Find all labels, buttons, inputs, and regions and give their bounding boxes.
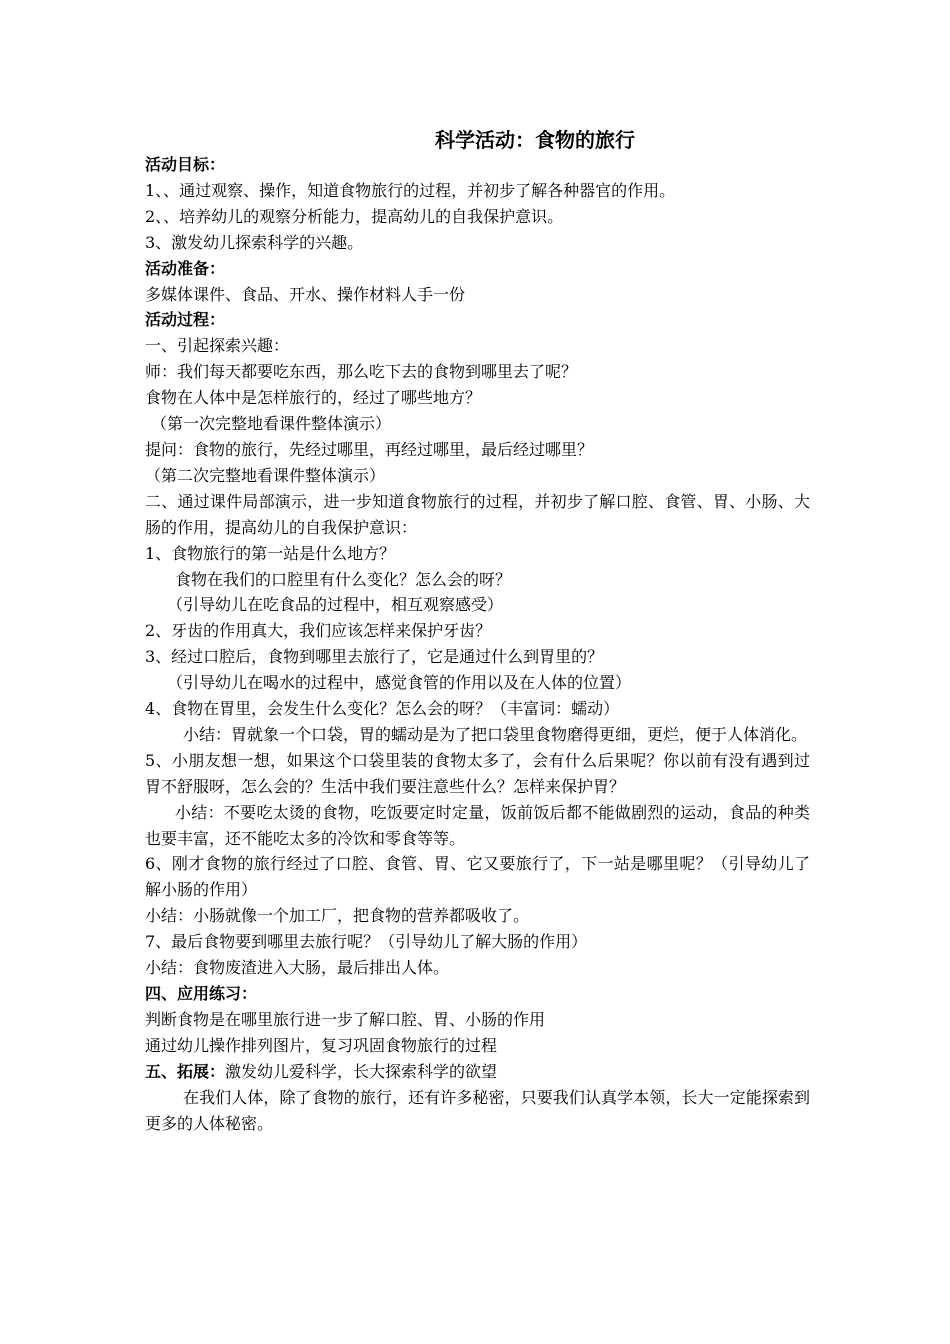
summary-text: 小结：不要吃太烫的食物，吃饭要定时定量，饭前饭后都不能做剧烈的运动，食品的种类也要丰富，还不能吃太多的冷饮和零食等等。 xyxy=(145,802,810,848)
practice-heading: 四、应用练习： xyxy=(145,984,258,1003)
process-step: 7、最后食物要到哪里去旅行呢？（引导幼儿了解大肠的作用） xyxy=(145,932,588,952)
process-step: 食物在人体中是怎样旅行的，经过了哪些地方？ xyxy=(145,388,482,408)
process-summary xyxy=(145,722,810,748)
process-step: （引导幼儿在喝水的过程中，感觉食管的作用以及在人体的位置） xyxy=(167,673,632,693)
closing-paragraph xyxy=(145,1085,810,1137)
process-step: 提问：食物的旅行，先经过哪里，再经过哪里，最后经过哪里？ xyxy=(145,439,594,459)
process-summary: 小结：小肠就像一个加工厂，把食物的营养都吸收了。 xyxy=(145,906,530,926)
document-title: 科学活动：食物的旅行 xyxy=(435,128,635,152)
process-step: 1、食物旅行的第一站是什么地方？ xyxy=(145,543,396,563)
extend-text: 激发幼儿爱科学，长大探索科学的欲望 xyxy=(225,1061,498,1081)
goals-heading: 活动目标： xyxy=(145,155,226,174)
process-heading: 活动过程： xyxy=(145,310,226,330)
document-body xyxy=(145,152,810,1136)
extend-heading: 五、拓展： xyxy=(145,1061,226,1081)
process-summary xyxy=(145,800,810,852)
process-step: 二、通过课件局部演示，进一步知道食物旅行的过程，并初步了解口腔、食管、胃、小肠、大肠的作用，提高幼儿的自我保护意识： xyxy=(145,491,810,537)
process-step: 师：我们每天都要吃东西，那么吃下去的食物到哪里去了呢？ xyxy=(145,362,578,382)
prep-heading: 活动准备： xyxy=(145,258,226,278)
process-step: 6、刚才食物的旅行经过了口腔、食管、胃、它又要旅行了，下一站是哪里呢？（引导幼儿了解小肠的作用） xyxy=(145,854,810,900)
process-step: 5、小朋友想一想，如果这个口袋里装的食物太多了，会有什么后果呢？你以前有没有遇到过胃不舒服呀，怎么会的？生活中我们要注意些什么？怎样来保护胃？ xyxy=(145,750,810,796)
goal-item: 1、、通过观察、操作，知道食物旅行的过程，并初步了解各种器官的作用。 xyxy=(145,180,676,200)
extend-line xyxy=(145,1059,810,1085)
process-step: （引导幼儿在吃食品的过程中，相互观察感受） xyxy=(167,595,504,615)
goal-item: 3、激发幼儿探索科学的兴趣。 xyxy=(145,232,364,252)
process-summary: 小结：食物废渣进入大肠，最后排出人体。 xyxy=(145,958,450,978)
process-step: 2、牙齿的作用真大，我们应该怎样来保护牙齿？ xyxy=(145,621,492,641)
process-step: （第二次完整地看课件整体演示） xyxy=(145,465,386,485)
process-step: 食物在我们的口腔里有什么变化？怎么会的呀？ xyxy=(175,569,512,589)
process-step: 3、经过口腔后，食物到哪里去旅行了，它是通过什么到胃里的？ xyxy=(145,647,604,667)
practice-item: 判断食物是在哪里旅行进一步了解口腔、胃、小肠的作用 xyxy=(145,1009,546,1029)
process-step: 一、引起探索兴趣： xyxy=(145,336,290,356)
closing-text: 在我们人体，除了食物的旅行，还有许多秘密，只要我们认真学本领，长大一定能探索到更多的人体秘密。 xyxy=(145,1087,810,1133)
process-step: 4、食物在胃里，会发生什么变化？怎么会的呀？（丰富词：蠕动） xyxy=(145,699,620,719)
process-step: （第一次完整地看课件整体演示） xyxy=(151,414,392,434)
practice-item: 通过幼儿操作排列图片，复习巩固食物旅行的过程 xyxy=(145,1035,498,1055)
prep-text: 多媒体课件、食品、开水、操作材料人手一份 xyxy=(145,284,466,304)
summary-text: 小结：胃就象一个口袋，胃的蠕动是为了把口袋里食物磨得更细，更烂，便于人体消化。 xyxy=(183,724,808,744)
goal-item: 2、、培养幼儿的观察分析能力，提高幼儿的自我保护意识。 xyxy=(145,206,564,226)
